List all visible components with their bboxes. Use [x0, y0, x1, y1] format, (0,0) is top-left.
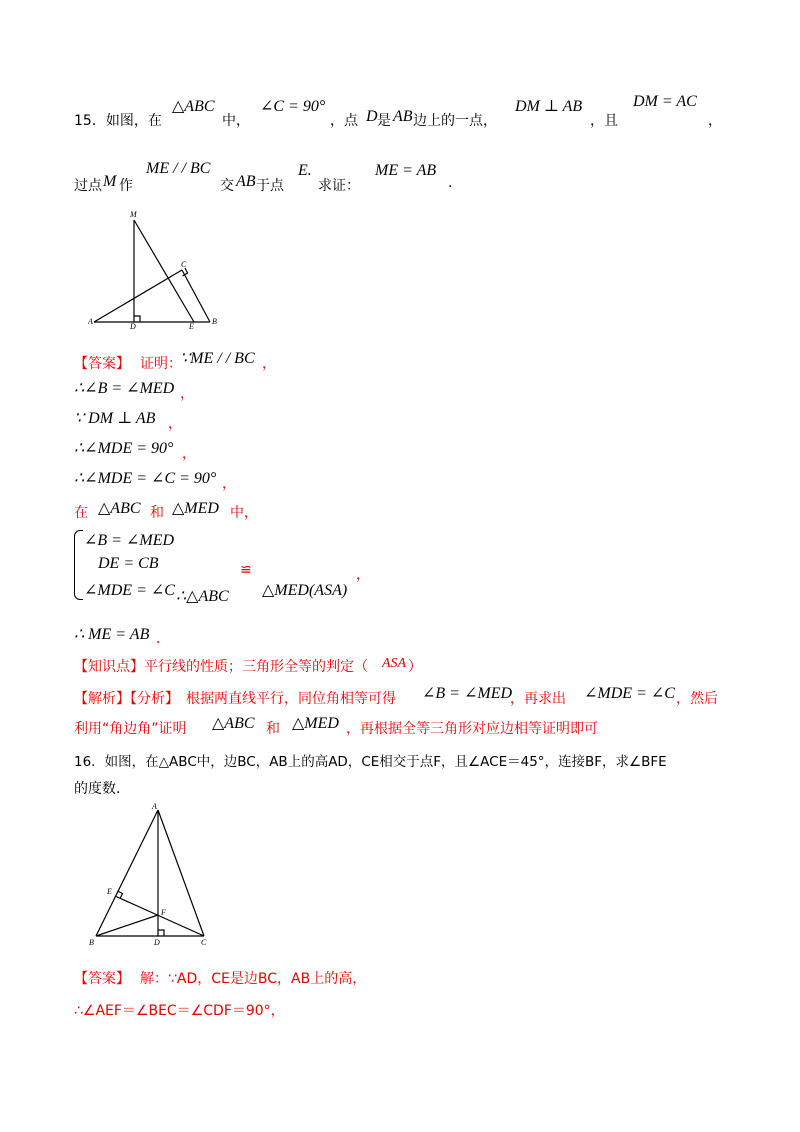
answer15-punct: ，	[356, 567, 370, 583]
system-line2: DE = CB	[98, 555, 159, 572]
analysis-text: ，然后	[676, 691, 718, 707]
q15-dm-eq-ac: DM = AC	[633, 93, 697, 110]
answer15-final: ∴ ME = AB	[74, 626, 150, 643]
q15-text: ，点	[330, 113, 358, 129]
answer15-punct: ，	[168, 416, 182, 432]
q16-line1: 16．如图，在△ABC中，边BC，AB上的高AD，CE相交于点F，且∠ACE＝45°，连接BF，求∠BFE	[74, 754, 667, 770]
q15-text: 于点	[256, 178, 284, 194]
q15-text: 是	[377, 113, 391, 129]
fig1-label-m: M	[130, 210, 137, 219]
q16-line2: 的度数．	[74, 781, 130, 797]
analysis-tag: 【解析】【分析】	[74, 691, 179, 707]
fig1-label-a: A	[88, 317, 93, 326]
system-brace	[74, 530, 83, 600]
q15-text: 交	[220, 178, 234, 194]
q15-text: 求证：	[318, 178, 360, 194]
fig1-label-e: E	[189, 322, 194, 330]
answer15-line4: ∴∠MDE = 90°	[74, 440, 174, 457]
answer15-tri-med: △MED	[172, 500, 219, 517]
fig2-label-b: B	[89, 938, 94, 947]
analysis-eq2: ∠MDE = ∠C	[584, 685, 675, 702]
answer15-line1: ∵ME / / BC	[180, 350, 255, 367]
fig2-label-a: A	[152, 802, 157, 811]
congruent-symbol: ≌	[240, 562, 252, 578]
fig1-label-b: B	[212, 317, 217, 326]
analysis-text: 根据两直线平行，同位角相等可得	[186, 691, 396, 707]
answer15-punct: ，	[222, 476, 236, 492]
answer16-line1: 解：∵AD，CE是边BC，AB上的高，	[140, 971, 367, 987]
analysis-text: 和	[266, 721, 280, 737]
q15-text: .	[448, 175, 453, 191]
q15-figure	[88, 206, 224, 330]
q15-dm-perp-ab: DM ⊥ AB	[515, 98, 583, 115]
analysis-text: 利用“角边角”证明	[74, 721, 187, 737]
answer15-line3: ∵ DM ⊥ AB	[74, 410, 156, 427]
system-line1: ∠B = ∠MED	[84, 532, 175, 549]
fig2-label-f: F	[161, 908, 166, 917]
q15-me-par-bc: ME / / BC	[146, 160, 211, 177]
q15-text: 作	[119, 178, 133, 194]
q15-angle-c: ∠C = 90°	[260, 98, 326, 115]
q15-m: M	[103, 173, 117, 190]
q16-figure	[86, 800, 216, 950]
analysis-text: ，再根据全等三角形对应边相等证明即可	[346, 721, 598, 737]
knowledge-close: ）	[408, 659, 422, 675]
answer15-zai: 在	[74, 505, 88, 521]
answer-tag: 【答案】	[74, 356, 130, 372]
med-asa: △MED(ASA)	[262, 582, 348, 599]
knowledge-tag: 【知识点】	[74, 659, 144, 675]
q15-ab: AB	[236, 173, 256, 190]
q15-text: 边上的一点，	[413, 113, 497, 129]
q15-intro: 15．如图，在	[74, 113, 162, 129]
answer15-line5: ∴∠MDE = ∠C = 90°	[74, 470, 217, 487]
answer15-line2: ∴∠B = ∠MED	[74, 380, 175, 397]
analysis-text: ，再求出	[510, 691, 566, 707]
system-line3: ∠MDE = ∠C	[84, 582, 175, 599]
analysis-eq1: ∠B = ∠MED	[422, 685, 513, 702]
analysis-tri-abc: △ABC	[212, 715, 255, 732]
knowledge-asa: ASA	[382, 656, 407, 671]
answer15-zhong: 中，	[230, 505, 258, 521]
analysis-tri-med: △MED	[292, 715, 339, 732]
q15-text: 中，	[222, 113, 250, 129]
answer16-line2: ∴∠AEF＝∠BEC＝∠CDF＝90°，	[74, 1003, 285, 1019]
q15-d: D	[366, 108, 378, 125]
fig1-label-c: C	[181, 260, 187, 269]
q15-text: 过点	[74, 178, 102, 194]
answer15-he: 和	[150, 505, 164, 521]
q15-me-eq-ab: ME = AB	[375, 162, 437, 179]
answer15-tri-abc: △ABC	[98, 500, 141, 517]
answer15-punct: ．	[156, 631, 170, 647]
q15-text: ，	[708, 113, 722, 129]
knowledge-text: 平行线的性质；三角形全等的判定（	[144, 659, 368, 675]
q15-ab: AB	[393, 108, 413, 125]
q15-triangle-abc: △ABC	[172, 98, 215, 115]
q15-e: E.	[298, 162, 312, 179]
answer15-punct: ，	[262, 356, 276, 372]
fig2-label-c: C	[201, 938, 207, 947]
answer-proof-label: 证明：	[140, 356, 182, 372]
q15-text: ，且	[590, 113, 618, 129]
answer15-punct: ，	[182, 446, 196, 462]
answer15-punct: ，	[180, 386, 194, 402]
fig2-label-e: E	[107, 887, 112, 896]
fig2-label-d: D	[154, 938, 160, 947]
answer16-tag: 【答案】	[74, 971, 130, 987]
fig1-label-d: D	[130, 322, 136, 330]
therefore-abc: ∴△ABC	[176, 588, 229, 605]
